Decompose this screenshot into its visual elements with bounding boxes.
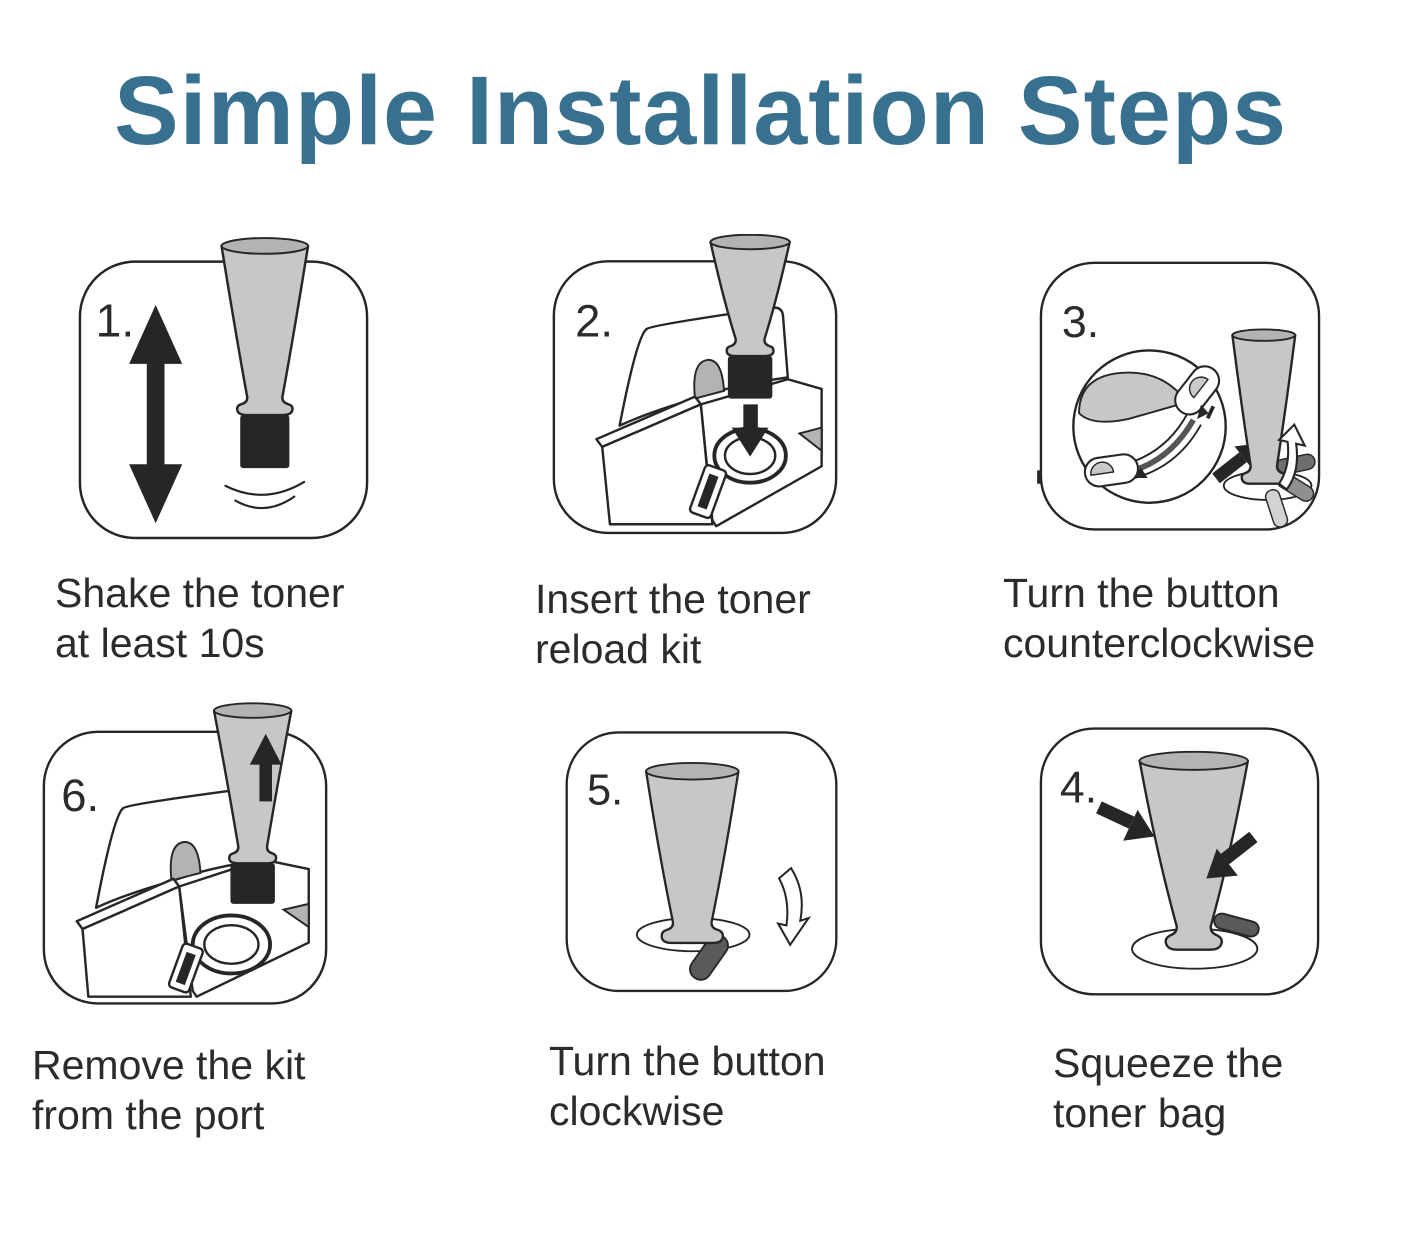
caption-line: counterclockwise xyxy=(1003,620,1316,667)
caption-line: Insert the toner xyxy=(535,576,811,622)
caption-line: reload kit xyxy=(535,626,702,673)
caption-line: clockwise xyxy=(549,1088,725,1135)
step-panel-4 xyxy=(1037,702,1322,1001)
step-panel-2 xyxy=(550,234,840,539)
step-6-illustration xyxy=(40,702,330,1012)
page-title: Simple Installation Steps xyxy=(113,56,1288,165)
step-1-caption xyxy=(55,568,344,668)
bottle-cap xyxy=(230,863,274,904)
bottle-cap xyxy=(240,415,289,468)
caption-line: Remove the kit xyxy=(32,1042,306,1088)
step-1-illustration xyxy=(76,234,371,544)
step-number: 3. xyxy=(1061,297,1100,348)
step-number: 1. xyxy=(95,294,135,347)
step-panel-3 xyxy=(1037,238,1323,538)
step-5-caption xyxy=(549,1036,826,1136)
step-5-illustration xyxy=(563,702,840,1002)
caption-line: Shake the toner xyxy=(55,570,345,616)
step-number: 6. xyxy=(61,770,100,822)
step-6-caption xyxy=(32,1040,305,1140)
step-4-caption xyxy=(1053,1038,1283,1138)
step-3-caption xyxy=(1003,568,1315,668)
caption-line: from the port xyxy=(32,1092,265,1139)
step-number: 2. xyxy=(575,295,614,347)
caption-line: Turn the button xyxy=(549,1038,826,1084)
caption-line: Turn the button xyxy=(1003,570,1280,616)
step-3-illustration xyxy=(1037,238,1323,538)
step-panel-6 xyxy=(40,702,330,1012)
step-number: 4. xyxy=(1059,763,1098,813)
caption-line: toner bag xyxy=(1053,1090,1227,1137)
step-2-illustration xyxy=(550,234,840,539)
step-panel-5 xyxy=(563,702,840,1002)
caption-line: Squeeze the xyxy=(1053,1040,1284,1086)
step-4-illustration xyxy=(1037,702,1322,1001)
step-2-caption xyxy=(535,574,811,674)
step-number: 5. xyxy=(587,766,624,815)
bottle-cap xyxy=(728,356,772,399)
step-panel-1 xyxy=(76,234,371,544)
caption-line: at least 10s xyxy=(55,620,265,667)
